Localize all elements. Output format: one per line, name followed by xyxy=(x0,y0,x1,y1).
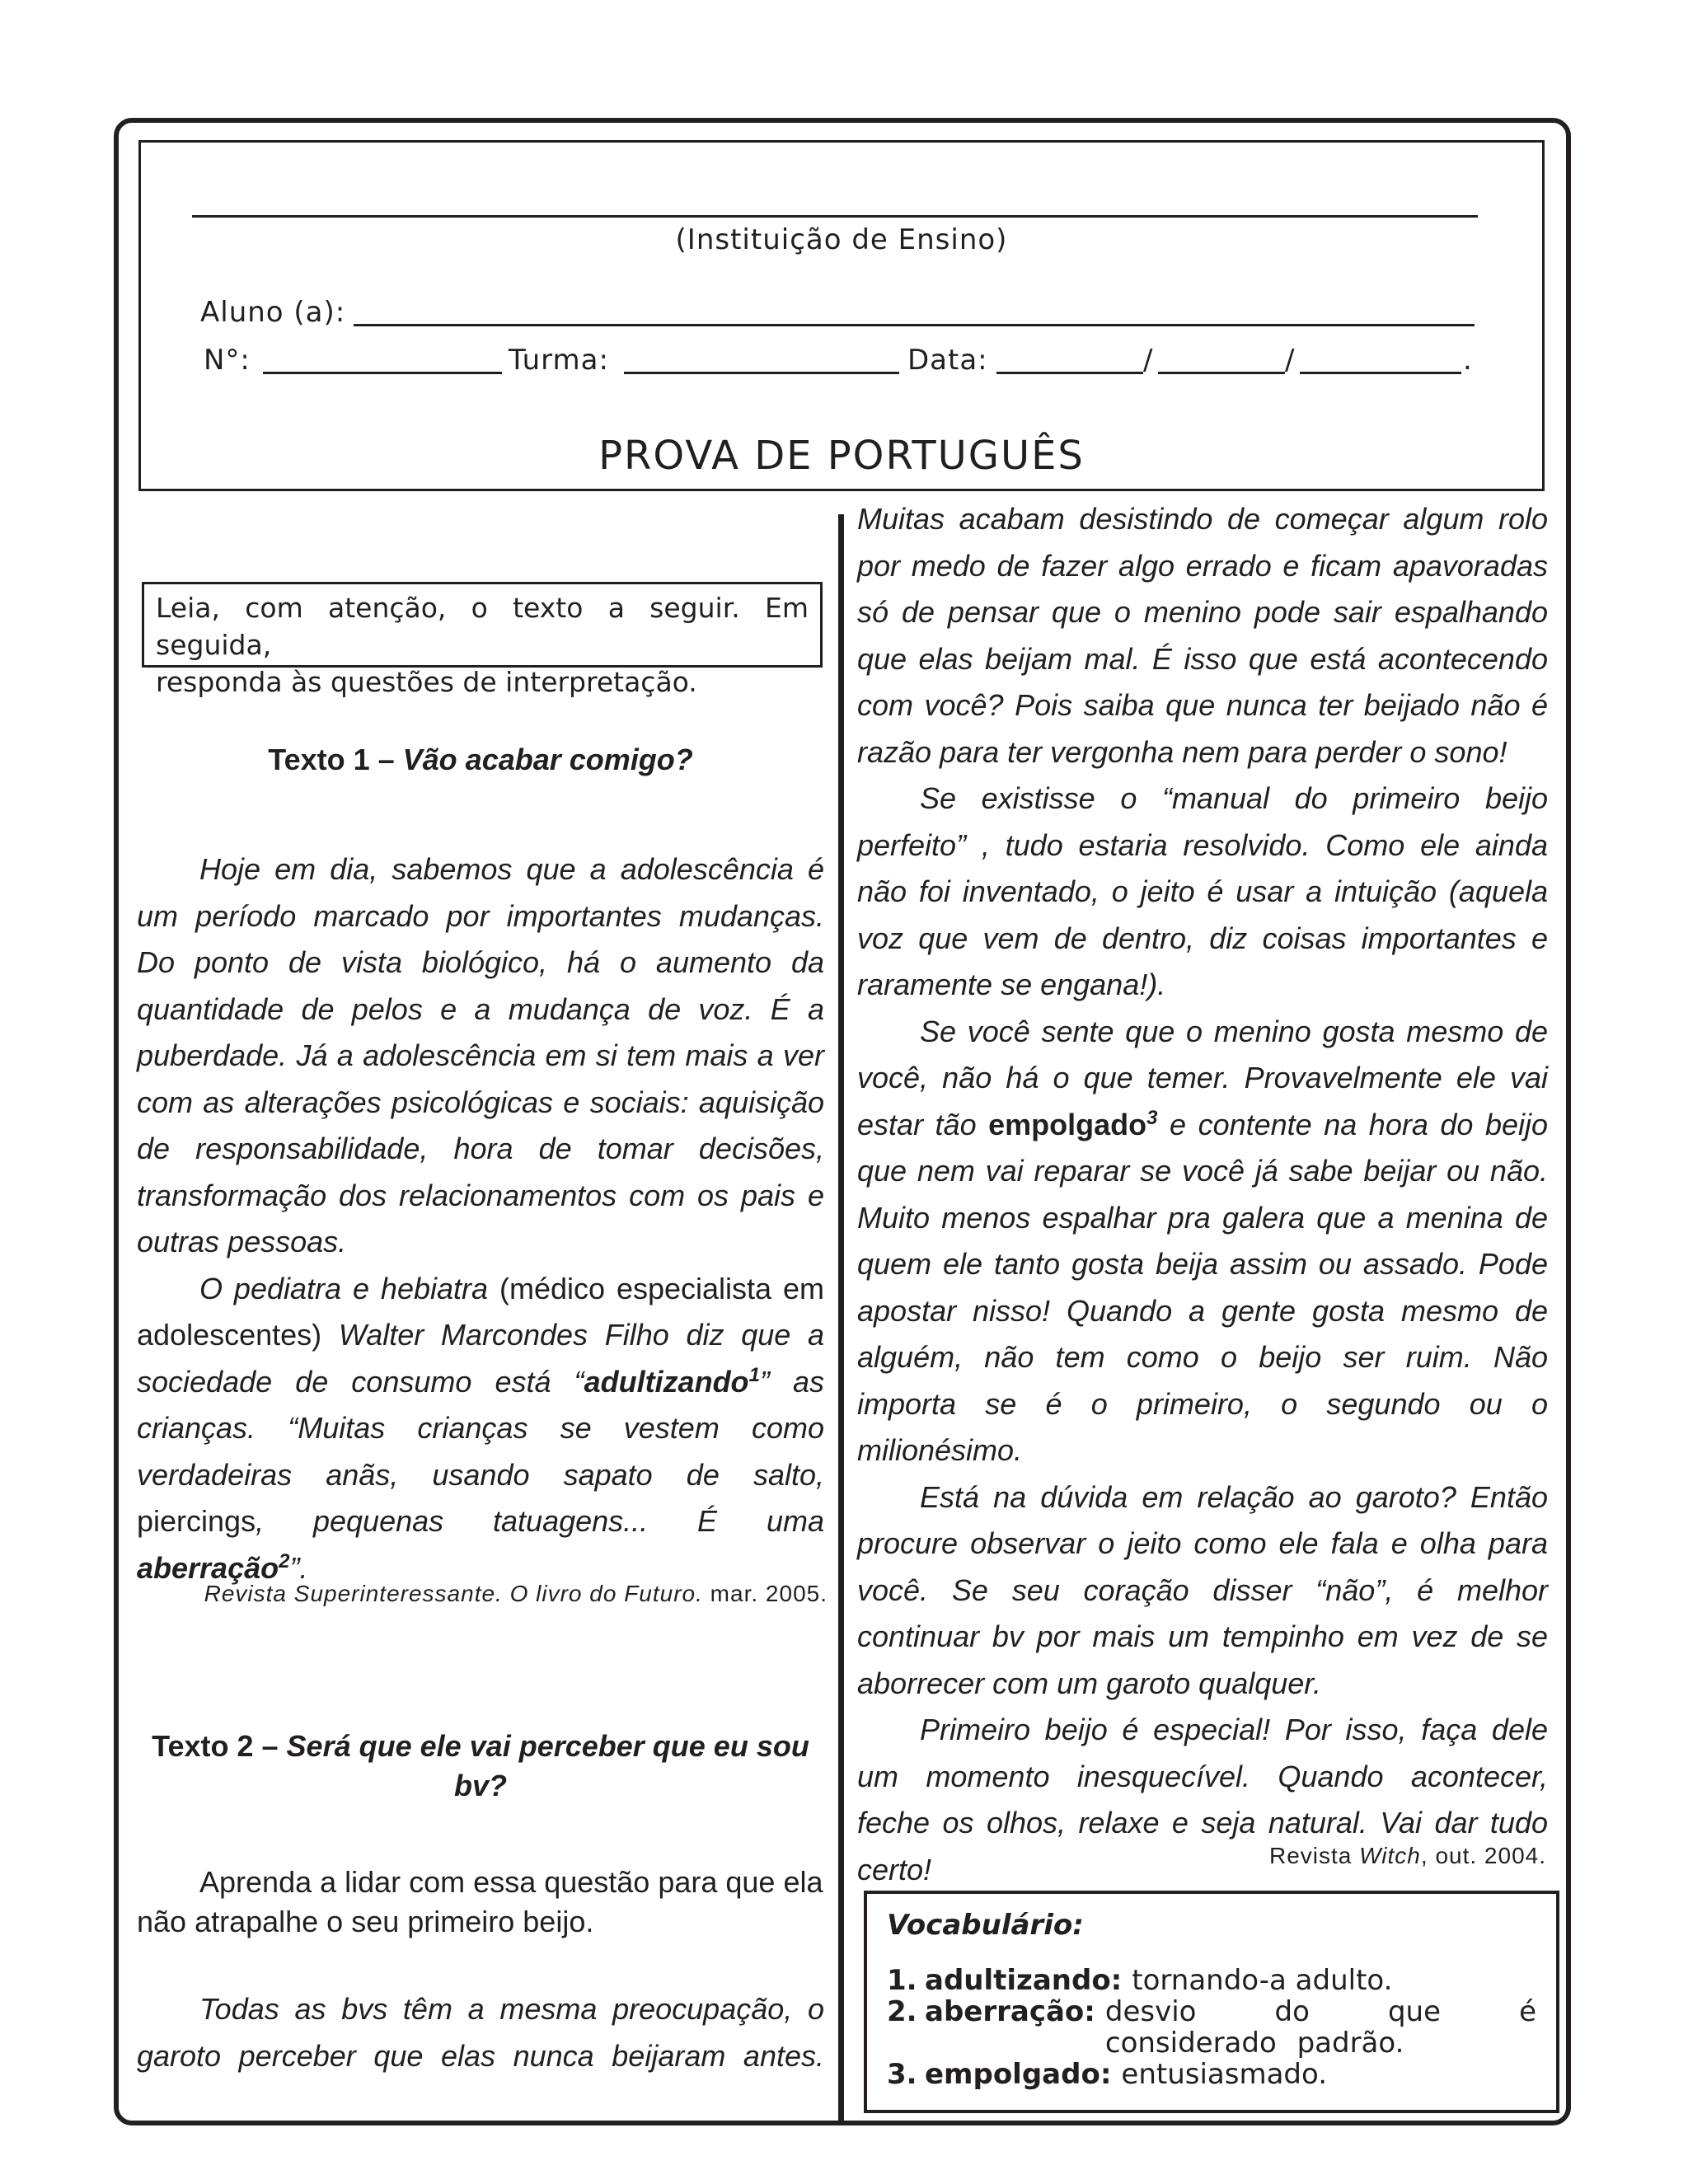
instruction-box xyxy=(142,582,823,698)
source-text: Revista Superinteressante. O livro do Futuro. xyxy=(204,1581,703,1606)
text1-label: Texto 1 – xyxy=(268,743,403,776)
date-day-field[interactable] xyxy=(996,372,1143,374)
text2-source xyxy=(1269,1843,1546,1869)
text-span: O pediatra e hebiatra xyxy=(199,1271,489,1305)
vocabulary-box xyxy=(864,1891,1559,2113)
class-label: Turma: xyxy=(509,344,609,377)
text1-title-text: Vão acabar comigo? xyxy=(402,743,693,776)
text2-intro-text: Aprenda a lidar com essa questão para que ela não atrapalhe o seu primeiro beijo. xyxy=(137,1865,823,1938)
date-separator: / xyxy=(1285,344,1296,377)
vocabulary-term: adultizando: xyxy=(925,1964,1123,1997)
text-span: e contente na hora do beijo que nem vai reparar se você já sabe beijar ou não. Muito menos espalhar pra galera que a menina de quem ele tanto gosta beija assim ou assado. Pode apostar nisso! Quando a gente gosta mesmo de alguém, não tem como o beijo ser ruim. Não importa se é o primeiro, o segundo ou o milionésimo. xyxy=(857,1107,1548,1467)
text2-intro xyxy=(137,1863,824,1942)
class-field[interactable] xyxy=(624,372,899,374)
date-end: . xyxy=(1463,344,1473,377)
instruction-line: responda às questões de interpretação. xyxy=(156,666,697,698)
source-text: mar. 2005. xyxy=(702,1581,828,1606)
text2-body-start xyxy=(137,1986,824,2079)
text1-title xyxy=(138,737,823,784)
date-separator: / xyxy=(1143,344,1154,377)
vocab-term-ref: aberração xyxy=(137,1550,279,1585)
vocabulary-number: 1. xyxy=(887,1964,917,1997)
text-span: piercings xyxy=(137,1504,256,1538)
vocabulary-item xyxy=(887,2059,1536,2090)
footnote-ref: 1 xyxy=(748,1363,760,1386)
text1-body xyxy=(137,846,824,1591)
number-field[interactable] xyxy=(263,372,502,374)
vocabulary-definition: desvio do que é considerado padrão. xyxy=(1104,1995,1536,2060)
text-span: (médico especialista em adolescentes) xyxy=(137,1271,824,1352)
text2-title-text: Será que ele vai perceber que eu sou bv? xyxy=(286,1729,809,1802)
vocabulary-title: Vocabulário: xyxy=(887,1909,1084,1942)
vocabulary-item xyxy=(887,1965,1536,1996)
text2-paragraph: Muitas acabam desistindo de começar algum rolo por medo de fazer algo errado e ficam apavoradas só de pensar que o menino pode sair espalhando que elas beijam mal. É isso que está acontecendo com você? Pois saiba que nunca ter beijado não é razão para ter vergonha nem para perder o sono! xyxy=(857,502,1548,769)
text2-label: Texto 2 – xyxy=(152,1729,287,1763)
text2-paragraph xyxy=(857,1009,1548,1474)
source-text: , out. 2004. xyxy=(1420,1843,1546,1868)
text1-source xyxy=(204,1581,828,1607)
text-span: , pequenas tatuagens... É uma xyxy=(256,1504,824,1538)
exam-header xyxy=(138,140,1545,491)
vocab-term-ref: adultizando xyxy=(584,1364,749,1399)
source-text: Revista xyxy=(1268,1843,1360,1868)
text1-paragraph xyxy=(137,1266,824,1592)
text2-title xyxy=(138,1727,823,1806)
text-span: Walter Marcondes Filho diz que a sociedade de consumo está “ xyxy=(137,1318,825,1399)
text2-paragraph: Está na dúvida em relação ao garoto? Então procure observar o jeito como ele fala e olha para você. Se seu coração disser “não”, é melhor continuar bv por mais um tempinho em vez de se aborrecer com um garoto qualquer. xyxy=(857,1479,1548,1700)
footnote-ref: 3 xyxy=(1146,1106,1158,1129)
vocabulary-item xyxy=(887,1996,1536,2059)
text-span: ”. xyxy=(289,1550,308,1585)
number-label: N°: xyxy=(204,344,251,377)
student-field[interactable] xyxy=(354,324,1475,326)
date-label: Data: xyxy=(907,344,988,377)
institution-line xyxy=(192,215,1478,218)
footnote-ref: 2 xyxy=(279,1549,290,1572)
vocabulary-number: 3. xyxy=(887,2058,917,2091)
source-text: Witch xyxy=(1359,1843,1421,1868)
student-label: Aluno (a): xyxy=(200,296,346,329)
column-divider xyxy=(838,514,844,2125)
text2-paragraph: Se existisse o “manual do primeiro beijo perfeito” , tudo estaria resolvido. Como ele ainda não foi inventado, o jeito é usar a intuição (aquela voz que vem de dentro, diz coisas importantes e raramente se engana!). xyxy=(857,781,1548,1001)
exam-title: PROVA DE PORTUGUÊS xyxy=(598,433,1085,479)
date-year-field[interactable] xyxy=(1300,372,1461,374)
vocabulary-number: 2. xyxy=(887,1995,917,2028)
institution-label: (Instituição de Ensino) xyxy=(675,223,1008,256)
date-month-field[interactable] xyxy=(1158,372,1285,374)
vocabulary-term: aberração: xyxy=(925,1995,1095,2028)
text1-paragraph: Hoje em dia, sabemos que a adolescência é um período marcado por importantes mudanças. Do ponto de vista biológico, há o aumento da quantidade de pelos e a mudança de voz. É a puberdade. Já a adolescência em si tem mais a ver com as alterações psicológicas e sociais: aquisição de responsabilidade, hora de tomar decisões, transformação dos relacionamentos com os pais e outras pessoas. xyxy=(137,852,824,1258)
vocabulary-definition: entusiasmado. xyxy=(1121,2058,1328,2091)
vocabulary-term: empolgado: xyxy=(925,2058,1112,2091)
vocab-term-ref: empolgado xyxy=(988,1107,1147,1141)
text2-paragraph: Todas as bvs têm a mesma preocupação, o garoto perceber que elas nunca beijaram antes. xyxy=(137,1992,824,2073)
vocabulary-definition: tornando-a adulto. xyxy=(1132,1964,1393,1997)
text2-paragraph: Primeiro beijo é especial! Por isso, faça dele um momento inesquecível. Quando acontecer, feche os olhos, relaxe e seja natural. Vai dar tudo certo! xyxy=(857,1713,1548,1886)
text2-body-cont xyxy=(857,496,1548,1893)
text-span: Se você sente que o menino gosta mesmo de você, não há o que temer. Provavelmente ele vai estar tão xyxy=(857,1014,1548,1141)
instruction-line: Leia, com atenção, o texto a seguir. Em seguida, xyxy=(156,592,809,661)
text-span: ” as crianças. “Muitas crianças se vestem como verdadeiras anãs, usando sapato de salto, xyxy=(137,1364,824,1492)
